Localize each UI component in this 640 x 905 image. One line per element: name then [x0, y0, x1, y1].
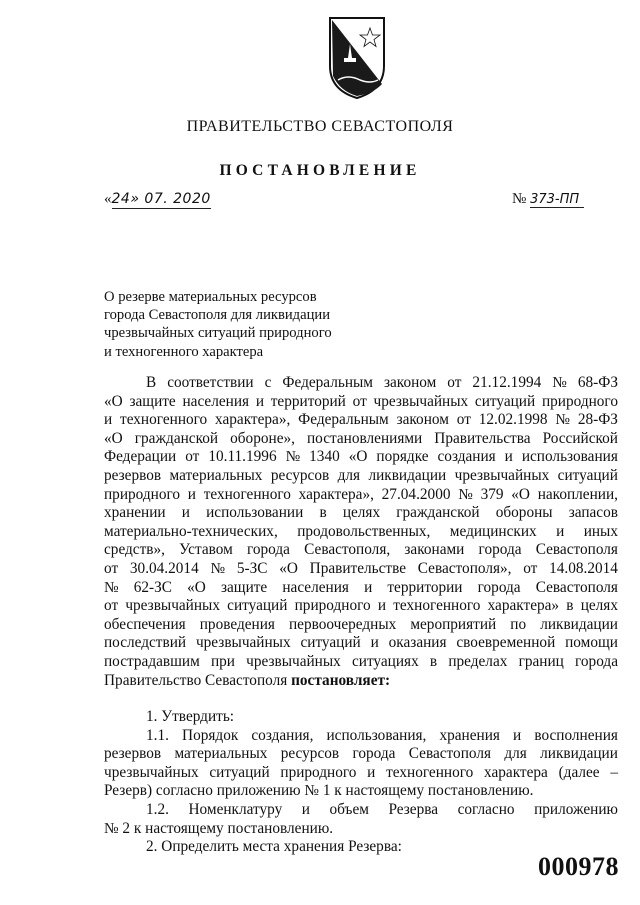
word: создания: [437, 448, 496, 466]
word: иных: [583, 522, 618, 540]
word: резервов: [104, 466, 162, 484]
word: населения: [282, 578, 349, 596]
word: Севастополя: [535, 541, 618, 559]
word: объем: [329, 801, 369, 819]
word: использования,: [326, 726, 427, 744]
word: В: [146, 374, 157, 391]
word: №: [555, 411, 570, 429]
word: своевременной: [456, 634, 556, 652]
word: Российской: [542, 429, 618, 447]
word: ликвидации: [368, 466, 447, 484]
word: Номенклатуру: [188, 801, 283, 819]
word: 5-ЗС: [236, 559, 268, 577]
word: резервов: [104, 745, 162, 763]
word: природного: [104, 485, 181, 503]
preamble-line: [104, 616, 618, 635]
word: –: [610, 763, 618, 781]
word: законом: [396, 411, 449, 429]
word: «О: [187, 578, 206, 596]
date-open-quote: «: [104, 191, 112, 207]
word: 1.2.: [146, 801, 169, 819]
word: приложению: [534, 801, 618, 819]
word: техногенного: [203, 485, 291, 503]
word: средств»,: [104, 541, 165, 559]
word: последствий: [104, 634, 187, 652]
word: ресурсов: [270, 466, 330, 484]
word: порядке: [376, 448, 429, 466]
form-serial-number: 000978: [538, 852, 619, 881]
word: (далее: [558, 763, 600, 781]
word: помощи: [565, 634, 618, 652]
preamble-line: [104, 430, 618, 449]
word: 10.11.1996: [208, 448, 277, 466]
word: «О: [279, 559, 298, 577]
word: согласно: [457, 801, 515, 819]
word: использовании: [206, 504, 304, 522]
document-number: [512, 191, 584, 208]
word: с: [264, 374, 272, 391]
word: Севастополя: [535, 578, 618, 596]
word: города: [575, 652, 618, 670]
word: чрезвычайных: [373, 392, 469, 410]
word: гражданской: [134, 429, 219, 447]
word: «О: [511, 485, 530, 503]
word: Порядок: [182, 726, 239, 744]
preamble-line: [104, 560, 618, 579]
word: и: [187, 485, 196, 503]
word: ситуаций: [300, 634, 361, 652]
item-1-1-last-line: Резерв) согласно приложению № 1 к настоящему постановлению.: [104, 782, 534, 800]
word: запасов: [568, 504, 618, 522]
word: мероприятий: [410, 615, 497, 633]
word: законом: [383, 374, 437, 391]
item-1: 1. Утвердить:: [146, 708, 235, 726]
word: территорий: [270, 392, 346, 410]
word: хранении: [104, 504, 166, 522]
word: целях: [342, 504, 381, 522]
word: в: [319, 504, 327, 522]
word: от: [104, 597, 119, 615]
word: оказания: [388, 634, 447, 652]
word: ситуаций: [227, 597, 288, 615]
word: города: [352, 745, 396, 763]
word: 68-ФЗ: [577, 374, 618, 391]
word: чрезвычайных: [454, 466, 550, 484]
word: техногенного: [386, 763, 474, 781]
word: ликвидации: [540, 615, 618, 633]
word: чрезвычайных: [125, 597, 220, 615]
word: Резерва: [388, 801, 439, 819]
word: защите: [220, 578, 268, 596]
word: от: [185, 448, 200, 466]
word: пределах: [448, 652, 508, 670]
word: для: [504, 745, 527, 763]
word: города: [246, 541, 290, 559]
item-1-2-line: [104, 801, 618, 820]
item-1-1-line: [104, 727, 618, 746]
number-prefix: №: [512, 191, 527, 207]
preamble-line: [104, 653, 618, 672]
word: в: [566, 597, 574, 615]
word: территории: [387, 578, 463, 596]
preamble-line: [104, 523, 618, 542]
number-value: 373-ПП: [530, 192, 584, 208]
preamble-line: [104, 579, 618, 598]
preamble-line: [104, 374, 618, 393]
word: от: [523, 559, 538, 577]
word: 1340: [309, 448, 340, 466]
word: при: [210, 652, 235, 670]
item-1-1-line: [104, 764, 618, 783]
government-title: ПРАВИТЕЛЬСТВО СЕВАСТОПОЛЯ: [186, 118, 454, 135]
word: Севастополя,: [304, 541, 391, 559]
word: ситуаций: [557, 466, 618, 484]
word: целях: [580, 597, 618, 615]
word: Федерации: [104, 448, 177, 466]
word: 379: [480, 485, 504, 503]
word: от: [352, 392, 367, 410]
word: характера»,: [298, 485, 374, 503]
preamble-line: [104, 634, 618, 653]
word: Федеральным: [298, 411, 389, 429]
word: и: [504, 448, 513, 466]
word: Уставом: [179, 541, 233, 559]
word: и: [301, 801, 310, 819]
preamble-line: [104, 541, 618, 560]
word: города: [477, 578, 521, 596]
item-2: 2. Определить места хранения Резерва:: [146, 838, 402, 856]
word: №: [104, 578, 119, 596]
word: медицинских: [449, 522, 537, 540]
word: 14.08.2014: [549, 559, 618, 577]
preamble-last-line: Правительство Севастополя постановляет:: [104, 671, 391, 689]
word: Правительства: [434, 429, 531, 447]
document-subject: [104, 288, 374, 361]
preamble-line: [104, 448, 618, 467]
word: обеспечения: [104, 615, 186, 633]
word: от: [447, 374, 462, 391]
document-date: [104, 191, 211, 209]
preamble-line: [104, 486, 618, 505]
word: Правительстве: [309, 559, 407, 577]
word: техногенного: [393, 597, 481, 615]
word: законами: [404, 541, 465, 559]
word: природного: [541, 392, 618, 410]
word: природного: [280, 763, 357, 781]
word: материальных: [169, 466, 263, 484]
word: Севастополя: [408, 745, 491, 763]
word: 27.04.2000: [381, 485, 451, 503]
word: природного: [294, 597, 371, 615]
word: обороне»,: [230, 429, 295, 447]
word: Севастополя»,: [417, 559, 512, 577]
word: и: [377, 597, 387, 615]
word: города: [478, 541, 522, 559]
word: №: [210, 559, 226, 577]
word: от: [104, 559, 119, 577]
word: обороны: [495, 504, 553, 522]
document-body: [104, 374, 618, 857]
word: и: [364, 578, 373, 596]
word: продовольственных,: [297, 522, 431, 540]
word: №: [285, 448, 301, 466]
word: от: [456, 411, 471, 429]
word: материальных: [174, 745, 268, 763]
word: «О: [104, 429, 123, 447]
word: материально-технических,: [104, 522, 278, 540]
resolution-verb: постановляет:: [291, 671, 391, 689]
word: соответствии: [167, 374, 254, 391]
preamble-line: [104, 467, 618, 486]
item-1-2-last-line: № 2 к настоящему постановлению.: [104, 819, 334, 837]
word: для: [337, 466, 361, 484]
word: 28-ФЗ: [577, 411, 618, 429]
word: и: [255, 392, 264, 410]
word: проведения: [199, 615, 275, 633]
word: характера: [484, 763, 548, 781]
word: и: [370, 634, 379, 652]
subject-line: и техногенного характера: [104, 343, 264, 360]
word: в: [429, 652, 438, 670]
word: ситуаций: [474, 392, 536, 410]
word: техногенного: [120, 411, 208, 429]
subject-line: чрезвычайных ситуаций природного: [104, 325, 332, 342]
subject-line: О резерве материальных ресурсов: [104, 289, 317, 305]
date-day: 24: [111, 191, 131, 207]
word: №: [458, 485, 473, 503]
preamble-line: [104, 393, 618, 412]
word: «О: [348, 448, 368, 466]
word: 21.12.1994: [472, 374, 542, 391]
subject-line: города Севастополя для ликвидации: [104, 307, 331, 324]
word: чрезвычайных: [246, 652, 341, 670]
word: Федеральным: [282, 374, 373, 391]
word: №: [552, 374, 567, 391]
word: создания,: [251, 726, 314, 744]
word: и: [513, 726, 522, 744]
word: постановлениями: [307, 429, 423, 447]
word: ситуациях: [351, 652, 419, 670]
word: хранения: [439, 726, 500, 744]
word: гражданской: [396, 504, 480, 522]
word: чрезвычайных: [104, 763, 199, 781]
word: накоплении,: [537, 485, 618, 503]
word: населения: [182, 392, 250, 410]
word: и: [104, 411, 113, 429]
preamble-line: [104, 504, 618, 523]
word: защите: [129, 392, 176, 410]
word: и: [556, 522, 565, 540]
word: по: [510, 615, 527, 633]
word: 30.04.2014: [129, 559, 199, 577]
date-month-year: » 07. 2020: [130, 191, 211, 207]
word: и: [181, 504, 190, 522]
word: 12.02.1998: [478, 411, 548, 429]
word: пострадавшим: [104, 652, 200, 670]
word: «О: [104, 392, 123, 410]
word: первоочередных: [289, 615, 397, 633]
word: восполнения: [534, 726, 618, 744]
word: ситуаций: [209, 763, 270, 781]
word: ликвидации: [540, 745, 618, 763]
word: границ: [518, 652, 564, 670]
word: чрезвычайных: [195, 634, 291, 652]
word: характера»,: [215, 411, 291, 429]
coat-of-arms-icon: [326, 14, 388, 100]
preamble-line: [104, 411, 618, 430]
word: ресурсов: [280, 745, 340, 763]
document-type: ПОСТАНОВЛЕНИЕ: [219, 162, 421, 179]
word: использования: [521, 448, 618, 466]
item-1-1-line: [104, 745, 618, 764]
word: 1.1.: [146, 726, 169, 744]
word: 62-ЗС: [133, 578, 172, 596]
preamble-line: [104, 597, 618, 616]
word: и: [367, 763, 376, 781]
word: характера»: [487, 597, 560, 615]
